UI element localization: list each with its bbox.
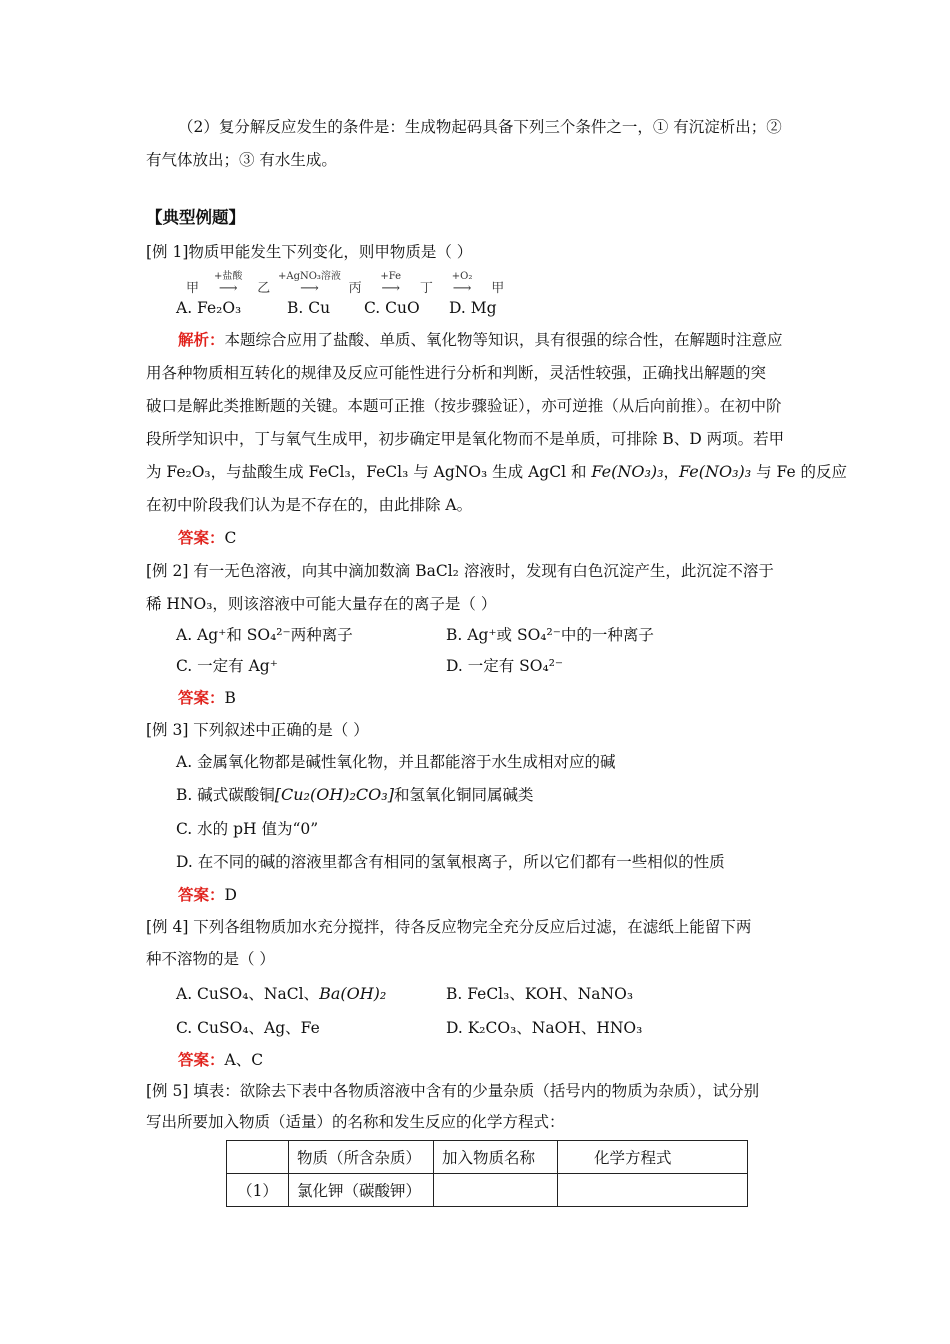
ex3-answer: [178, 884, 237, 906]
table-cell: （1）: [227, 1174, 289, 1207]
ex1-option-c: C. CuO: [364, 299, 420, 317]
ex1-analysis-line-4: 段所学知识中，丁与氧气生成甲，初步确定甲是氧化物而不是单质，可排除 B、D 两项。若甲: [146, 430, 785, 448]
ex1-analysis-line-1: 解析：本题综合应用了盐酸、单质、氧化物等知识，具有很强的综合性，在解题时注意应: [178, 330, 783, 349]
ex1-analysis-line-3: 破口是解此类推断题的关键。本题可正推（按步骤验证），亦可逆推（从后向前推）。在初中阶: [146, 397, 782, 415]
answer-value: C: [224, 529, 237, 547]
chain-arrow-2: +AgNO₃溶液 ⟶: [277, 271, 341, 296]
table-row: [227, 1174, 748, 1207]
table-header-row: [227, 1141, 748, 1174]
ex4-option-a: A. CuSO₄、NaCl、Ba(OH)₂: [176, 984, 387, 1003]
answer-label: 答案：: [178, 528, 225, 547]
ex1-analysis-line-6: 在初中阶段我们认为是不存在的，由此排除 A。: [146, 496, 473, 514]
ex3-option-c: C. 水的 pH 值为“0”: [176, 820, 319, 838]
ex3-option-b: B. 碱式碳酸铜[Cu₂(OH)₂CO₃]和氢氧化铜同属碱类: [176, 785, 534, 804]
formula-basic-copper-carbonate: [Cu₂(OH)₂CO₃]: [274, 785, 394, 804]
chain-node-1: 甲: [186, 281, 200, 296]
ex1-answer: [178, 527, 236, 549]
conditions-line-2: 有气体放出；③ 有水生成。: [146, 151, 337, 169]
table-header-cell: 化学方程式: [558, 1141, 748, 1174]
answer-value: D: [224, 886, 237, 904]
chain-node-5: 甲: [491, 281, 505, 296]
ex2-option-d: D. 一定有 SO₄²⁻: [446, 657, 564, 675]
ex1-option-b: B. Cu: [287, 299, 331, 317]
answer-label: 答案：: [178, 688, 225, 707]
impurity-removal-table: [226, 1140, 748, 1207]
ex5-question-line-2: 写出所要加入物质（适量）的名称和发生反应的化学方程式：: [146, 1113, 565, 1131]
chain-node-2: 乙: [257, 281, 271, 296]
table-header-cell: 物质（所含杂质）: [289, 1141, 434, 1174]
answer-label: 答案：: [178, 885, 225, 904]
conditions-line-1: （2）复分解反应发生的条件是：生成物起码具备下列三个条件之一，① 有沉淀析出；②: [178, 118, 782, 136]
ex3-option-a: A. 金属氧化物都是碱性氧化物，并且都能溶于水生成相对应的碱: [176, 753, 616, 771]
chain-arrow-1: +盐酸 ⟶: [213, 271, 243, 296]
formula-fe-no3-3: Fe(NO₃)₃: [591, 462, 664, 481]
ex4-question-line-2: 种不溶物的是（ ）: [146, 950, 275, 968]
ex1-option-a: A. Fe₂O₃: [176, 299, 242, 317]
ex2-question-line-2: 稀 HNO₃，则该溶液中可能大量存在的离子是（ ）: [146, 595, 497, 613]
chain-node-3: 丙: [348, 281, 362, 296]
formula-fe-no3-3: Fe(NO₃)₃: [679, 462, 752, 481]
answer-label: 答案：: [178, 1050, 225, 1069]
ex1-option-d: D. Mg: [449, 299, 497, 317]
analysis-label: 解析：: [178, 330, 225, 349]
section-title: 【典型例题】: [146, 208, 245, 227]
formula-barium-hydroxide: Ba(OH)₂: [319, 984, 387, 1003]
chain-arrow-3: +Fe ⟶: [380, 271, 402, 296]
ex4-answer: [178, 1049, 263, 1071]
ex2-answer: [178, 687, 236, 709]
ex5-question-line-1: [例 5] 填表：欲除去下表中各物质溶液中含有的少量杂质（括号内的物质为杂质），试分别: [146, 1082, 760, 1100]
ex2-option-c: C. 一定有 Ag⁺: [176, 657, 278, 675]
ex2-question-line-1: [例 2] 有一无色溶液，向其中滴加数滴 BaCl₂ 溶液时，发现有白色沉淀产生，此沉淀不溶于: [146, 562, 774, 580]
ex1-analysis-line-5: 为 Fe₂O₃，与盐酸生成 FeCl₃，FeCl₃ 与 AgNO₃ 生成 AgCl 和 Fe(NO₃)₃，Fe(NO₃)₃ 与 Fe 的反应: [146, 462, 848, 481]
ex4-option-c: C. CuSO₄、Ag、Fe: [176, 1019, 320, 1037]
ex2-option-a: A. Ag⁺和 SO₄²⁻两种离子: [176, 626, 353, 644]
ex4-question-line-1: [例 4] 下列各组物质加水充分搅拌，待各反应物完全充分反应后过滤，在滤纸上能留下两: [146, 918, 752, 936]
chain-node-4: 丁: [419, 281, 433, 296]
ex4-option-b: B. FeCl₃、KOH、NaNO₃: [446, 985, 634, 1003]
table-cell: [434, 1174, 558, 1207]
answer-value: B: [224, 689, 236, 707]
ex3-question: [例 3] 下列叙述中正确的是（ ）: [146, 721, 369, 739]
ex1-question: [例 1]物质甲能发生下列变化，则甲物质是（ ）: [146, 243, 473, 261]
chain-arrow-4: +O₂ ⟶: [451, 271, 473, 296]
ex3-option-d: D. 在不同的碱的溶液里都含有相同的氢氧根离子，所以它们都有一些相似的性质: [176, 853, 725, 871]
answer-value: A、C: [224, 1051, 264, 1069]
ex1-analysis-line-2: 用各种物质相互转化的规律及反应可能性进行分析和判断，灵活性较强，正确找出解题的突: [146, 364, 767, 382]
table-cell: 氯化钾（碳酸钾）: [289, 1174, 434, 1207]
table-header-cell: [227, 1141, 289, 1174]
ex4-option-d: D. K₂CO₃、NaOH、HNO₃: [446, 1019, 643, 1037]
table-cell: [558, 1174, 748, 1207]
table-header-cell: 加入物质名称: [434, 1141, 558, 1174]
ex2-option-b: B. Ag⁺或 SO₄²⁻中的一种离子: [446, 626, 654, 644]
